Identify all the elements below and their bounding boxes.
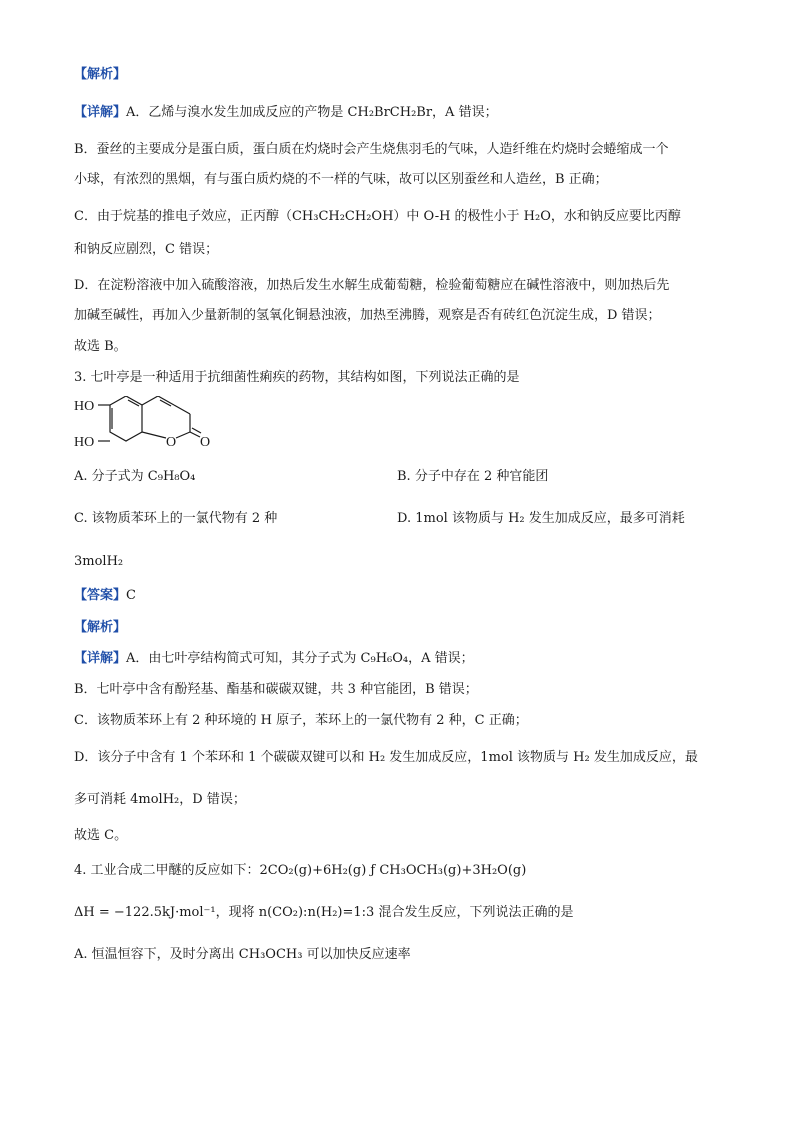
option-3c: C. 该物质苯环上的一氯代物有 2 种 <box>74 511 278 526</box>
detail-tag-2: 【详解】 <box>74 651 127 666</box>
detail-line-b1: B．蚕丝的主要成分是蛋白质，蛋白质在灼烧时会产生烧焦羽毛的气味，人造纤维在灼烧时会蜷缩成一个 <box>74 142 669 157</box>
answer-tag: 【答案】 <box>74 588 127 603</box>
detail-line-a <box>74 104 498 122</box>
explain-line-b: B．七叶亭中含有酚羟基、酯基和碳碳双键，共 3 种官能团，B 错误； <box>74 682 478 697</box>
carbonyl-oxygen-label: O <box>200 435 211 450</box>
explain-line-d1: D．该分子中含有 1 个苯环和 1 个碳碳双键可以和 H₂ 发生加成反应，1mol 该物质与 H₂ 发生加成反应，最 <box>74 750 698 765</box>
explain-line-d2: 多可消耗 4molH₂，D 错误； <box>74 792 246 807</box>
analysis-header-2: 【解析】 <box>74 620 127 635</box>
question-4: 4. 工业合成二甲醚的反应如下：2CO₂(g)+6H₂(g) ƒ CH₃OCH₃(g)+3H₂O(g) <box>74 863 527 878</box>
analysis-header: 【解析】 <box>74 67 127 82</box>
ring-oxygen-label: O <box>166 435 177 450</box>
explain-line-c: C．该物质苯环上有 2 种环境的 H 原子，苯环上的一氯代物有 2 种，C 正确； <box>74 713 528 728</box>
conclusion-line-1: 故选 B。 <box>74 339 127 354</box>
detail-tag: 【详解】 <box>74 105 127 120</box>
bond-lines <box>98 396 201 441</box>
detail-line-b2: 小球，有浓烈的黑烟，有与蛋白质灼烧的不一样的气味，故可以区别蚕丝和人造丝，B 正确； <box>74 172 608 187</box>
question-4-condition: ΔH = −122.5kJ·mol⁻¹，现将 n(CO₂):n(H₂)=1:3 混合发生反应，下列说法正确的是 <box>74 905 574 920</box>
option-3a: A. 分子式为 C₉H₈O₄ <box>74 469 196 484</box>
esculetin-structure <box>74 396 224 456</box>
explain-text-a: A．由七叶亭结构简式可知，其分子式为 C₉H₆O₄，A 错误； <box>126 651 474 666</box>
option-4a: A. 恒温恒容下，及时分离出 CH₃OCH₃ 可以加快反应速率 <box>74 947 411 962</box>
detail-line-d2: 加碱至碱性，再加入少量新制的氢氧化铜悬浊液，加热至沸腾，观察是否有砖红色沉淀生成，D 错误； <box>74 308 661 323</box>
hydroxyl-top-label: HO <box>74 399 95 414</box>
option-3b: B. 分子中存在 2 种官能团 <box>397 469 549 484</box>
answer-value: C <box>126 588 136 603</box>
hydroxyl-bottom-label: HO <box>74 435 95 450</box>
answer-line <box>74 587 136 605</box>
detail-line-d1: D．在淀粉溶液中加入硫酸溶液，加热后发生水解生成葡萄糖，检验葡萄糖应在碱性溶液中，则加热后先 <box>74 278 670 293</box>
conclusion-line-2: 故选 C。 <box>74 828 128 843</box>
explain-line-a <box>74 650 474 668</box>
option-3d: D. 1mol 该物质与 H₂ 发生加成反应，最多可消耗 <box>397 511 685 526</box>
option-3d-continuation: 3molH₂ <box>74 554 124 569</box>
question-3: 3. 七叶亭是一种适用于抗细菌性痢疾的药物，其结构如图，下列说法正确的是 <box>74 370 520 385</box>
detail-line-c1: C．由于烷基的推电子效应，正丙醇（CH₃CH₂CH₂OH）中 O-H 的极性小于 H₂O，水和钠反应要比丙醇 <box>74 209 681 224</box>
detail-line-c2: 和钠反应剧烈，C 错误； <box>74 242 219 257</box>
detail-text-a: A．乙烯与溴水发生加成反应的产物是 CH₂BrCH₂Br，A 错误； <box>126 105 498 120</box>
